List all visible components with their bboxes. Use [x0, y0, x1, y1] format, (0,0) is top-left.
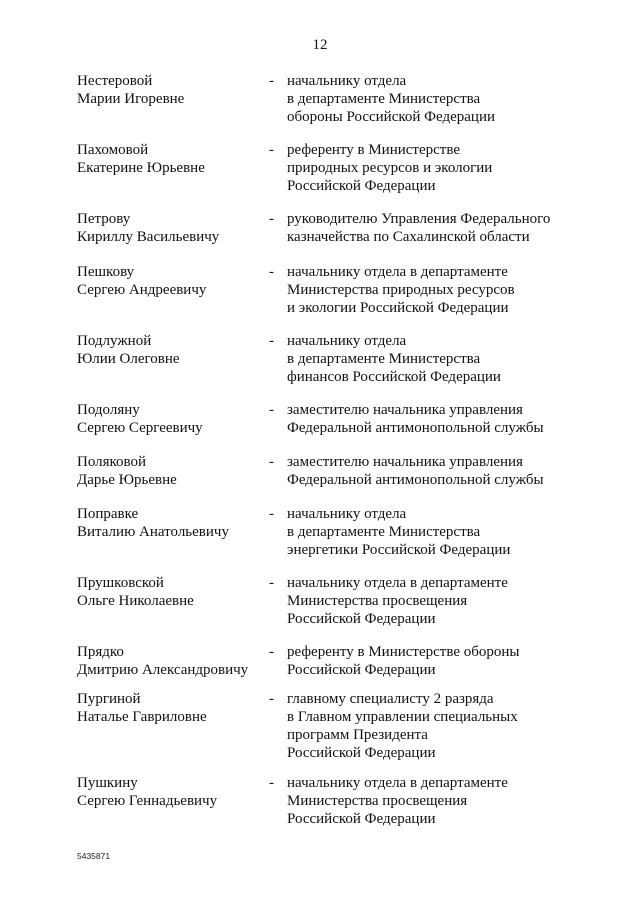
position-line: в департаменте Министерства	[287, 351, 481, 367]
position-title	[287, 643, 587, 679]
position-line: программ Президента	[287, 727, 428, 743]
recipient-name	[77, 401, 262, 437]
position-title	[287, 774, 587, 828]
dash: -	[269, 644, 274, 660]
position-line: начальнику отдела	[287, 73, 407, 89]
dash: -	[269, 142, 274, 158]
given-names: Ольге Николаевне	[77, 593, 194, 609]
given-names: Марии Игоревне	[77, 91, 185, 107]
given-names: Виталию Анатольевичу	[77, 524, 229, 540]
given-names: Сергею Сергеевичу	[77, 420, 203, 436]
position-line: в департаменте Министерства	[287, 524, 481, 540]
recipient-name	[77, 210, 262, 246]
position-line: природных ресурсов и экологии	[287, 160, 493, 176]
page-number: 12	[312, 37, 328, 53]
recipient-name	[77, 263, 262, 299]
position-line: главному специалисту 2 разряда	[287, 691, 494, 707]
surname: Нестеровой	[77, 73, 153, 89]
dash: -	[269, 454, 274, 470]
surname: Пушкину	[77, 775, 138, 791]
position-title	[287, 505, 587, 559]
position-line: Российской Федерации	[287, 178, 436, 194]
position-title	[287, 263, 587, 317]
dash: -	[269, 264, 274, 280]
dash: -	[269, 506, 274, 522]
surname: Подоляну	[77, 402, 140, 418]
position-line: Российской Федерации	[287, 811, 436, 827]
position-title	[287, 210, 587, 246]
position-title	[287, 332, 587, 386]
given-names: Дарье Юрьевне	[77, 472, 177, 488]
recipient-name	[77, 643, 262, 679]
given-names: Кириллу Васильевичу	[77, 229, 220, 245]
position-line: Российской Федерации	[287, 611, 436, 627]
given-names: Дмитрию Александровичу	[77, 662, 249, 678]
document-code: 5435871	[77, 851, 111, 861]
dash: -	[269, 333, 274, 349]
position-title	[287, 690, 587, 762]
position-line: руководителю Управления Федерального	[287, 211, 551, 227]
given-names: Сергею Геннадьевичу	[77, 793, 218, 809]
given-names: Сергею Андреевичу	[77, 282, 207, 298]
recipient-name	[77, 774, 262, 810]
position-line: начальнику отдела в департаменте	[287, 775, 508, 791]
position-line: и экологии Российской Федерации	[287, 300, 509, 316]
given-names: Наталье Гавриловне	[77, 709, 207, 725]
dash: -	[269, 402, 274, 418]
position-line: Министерства просвещения	[287, 793, 468, 809]
position-line: начальнику отдела	[287, 333, 407, 349]
position-line: начальнику отдела в департаменте	[287, 575, 508, 591]
position-line: в Главном управлении специальных	[287, 709, 518, 725]
position-line: Министерства просвещения	[287, 593, 468, 609]
position-line: референту в Министерстве	[287, 142, 460, 158]
surname: Петрову	[77, 211, 131, 227]
surname: Прядко	[77, 644, 124, 660]
dash: -	[269, 575, 274, 591]
position-line: заместителю начальника управления	[287, 402, 523, 418]
position-line: обороны Российской Федерации	[287, 109, 496, 125]
recipient-name	[77, 141, 262, 177]
position-line: казначейства по Сахалинской области	[287, 229, 530, 245]
recipient-name	[77, 453, 262, 489]
position-line: энергетики Российской Федерации	[287, 542, 511, 558]
position-line: начальнику отдела	[287, 506, 407, 522]
surname: Поляковой	[77, 454, 147, 470]
dash: -	[269, 775, 274, 791]
surname: Пургиной	[77, 691, 141, 707]
dash: -	[269, 73, 274, 89]
position-line: Федеральной антимонопольной службы	[287, 472, 544, 488]
recipient-name	[77, 72, 262, 108]
position-title	[287, 401, 587, 437]
surname: Пахомовой	[77, 142, 149, 158]
position-line: Российской Федерации	[287, 662, 436, 678]
position-title	[287, 453, 587, 489]
dash: -	[269, 211, 274, 227]
given-names: Екатерине Юрьевне	[77, 160, 205, 176]
recipient-name	[77, 574, 262, 610]
recipient-name	[77, 690, 262, 726]
surname: Подлужной	[77, 333, 152, 349]
position-line: Российской Федерации	[287, 745, 436, 761]
position-line: референту в Министерстве обороны	[287, 644, 520, 660]
recipient-name	[77, 505, 262, 541]
position-title	[287, 574, 587, 628]
position-line: финансов Российской Федерации	[287, 369, 501, 385]
recipient-name	[77, 332, 262, 368]
position-title	[287, 141, 587, 195]
surname: Пешкову	[77, 264, 135, 280]
given-names: Юлии Олеговне	[77, 351, 180, 367]
surname: Поправке	[77, 506, 139, 522]
position-line: Министерства природных ресурсов	[287, 282, 515, 298]
position-line: заместителю начальника управления	[287, 454, 523, 470]
dash: -	[269, 691, 274, 707]
position-line: в департаменте Министерства	[287, 91, 481, 107]
surname: Прушковской	[77, 575, 164, 591]
position-line: Федеральной антимонопольной службы	[287, 420, 544, 436]
position-title	[287, 72, 587, 126]
position-line: начальнику отдела в департаменте	[287, 264, 508, 280]
